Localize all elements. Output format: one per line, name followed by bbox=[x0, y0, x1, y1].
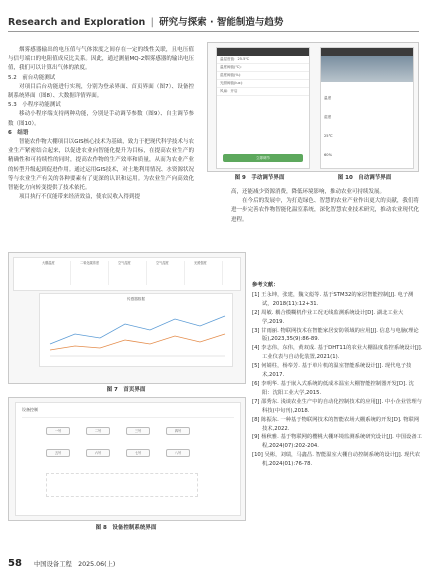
sensor-lines bbox=[40, 304, 232, 364]
journal-name-en: Research and Exploration bbox=[8, 17, 146, 28]
magazine-issue: 中国设备工程 2025.06(上) bbox=[34, 561, 116, 568]
reference-item: [6] 李明华. 基于嵌入式系统的低成本温室大棚智能控制器开发[D]. 沈阳：沈阳工业大学,2015. bbox=[252, 380, 414, 396]
control-button: 四号 bbox=[166, 427, 190, 435]
header-separator: | bbox=[150, 17, 154, 28]
fig9-row: 风扇：开启 bbox=[217, 88, 309, 96]
adjust-button: 立即调节 bbox=[223, 154, 303, 162]
control-button: 六号 bbox=[86, 449, 110, 457]
reference-item: [9] 杨秋雅. 基于物联网的樱桃大棚环境监测系统研究设计[J]. 中国设备工程,2024(07):202-204. bbox=[252, 434, 422, 450]
reference-item: [10] 吴彬，刘瑞，马鑫昌. 智能温室大棚自动控制系统的设计[J]. 现代农机,2024(01):76-78. bbox=[252, 452, 421, 468]
fig9-row: 温湿度值：25.5℃ bbox=[217, 56, 309, 64]
control-panel bbox=[15, 402, 241, 516]
figure-7-home-screen bbox=[8, 252, 246, 384]
tile: 二氧化碳浓度 bbox=[80, 261, 109, 285]
journal-name-cn: 研究与探索 · 智能制造与趋势 bbox=[159, 17, 284, 28]
sensor-chart bbox=[39, 293, 233, 367]
control-button: 五号 bbox=[46, 449, 70, 457]
manual-adjust-screen bbox=[216, 47, 310, 169]
reference-item: [2] 周敏. 耦合模糊机作业工况无线监测系统设计[D]. 湖北工业大学,2019. bbox=[252, 309, 404, 325]
fig9-row: 湿度阈值(%)： bbox=[217, 72, 309, 80]
reference-item: [3] 甘雨丽. 物联网技术在智能家居安防领域的应用[J]. 信息与电脑(理论版),2023,35(9):86-89. bbox=[252, 327, 419, 343]
dashboard-tiles bbox=[13, 257, 241, 291]
device-status-area bbox=[46, 473, 198, 497]
paragraph: 高，还能减少资源消费，降低环境影响，推动农业可持续发展。 bbox=[231, 189, 386, 195]
header-rule bbox=[8, 31, 419, 32]
left-column-text bbox=[8, 46, 194, 202]
paragraph: 烟雾感器输出的电压值与气体浓度之间存在一定的线性关联，且电压值与信号端口的电阻值成反比关系。因此，通过测量MQ-2烟雾感器的输出电压值，我们可以计算出气体的浓度。 bbox=[8, 47, 194, 72]
phone-status-bar bbox=[321, 48, 413, 56]
control-button: 八号 bbox=[166, 449, 190, 457]
control-button: 三号 bbox=[126, 427, 150, 435]
auto-adjust-screen bbox=[320, 47, 414, 169]
references-title: 参考文献： bbox=[252, 282, 279, 288]
paragraph: 智能农作物大棚项目以GIS核心技术为基础，致力于把现代科学技术与农业生产紧密结合起来，以促进农业向智能化提升为目标，在提高农业生产的精确性和可持续性的同时，提高农作物的生产效率和质量，从而为农业产业的转型升级起到促进作用。通过运用GIS技术，对土地利用情况、水资源状况等与农业生产有关的各种要素有了更深的认识和运用。为农业生产向高效化智能化方向转变提供了技术依托。 bbox=[8, 139, 194, 192]
fig10-cell: 60% bbox=[324, 153, 332, 157]
section-heading: 5.2 前台功能测试 bbox=[8, 74, 56, 81]
tile: 空气湿度 bbox=[118, 261, 147, 285]
tile: 大棚温度 bbox=[42, 261, 71, 285]
control-button: 一号 bbox=[46, 427, 70, 435]
panel-divider bbox=[22, 417, 234, 418]
running-header bbox=[8, 14, 283, 28]
reference-item: [1] 王永坤，张建，魏文彪等. 基于STM32的家居智能控制[J]. 电子测试，2018(11):12+31. bbox=[252, 291, 414, 307]
figure-8-control-screen bbox=[8, 397, 246, 521]
paragraph: 项目执行不仅能带来经济效益，使农民收入得到提 bbox=[19, 194, 141, 201]
control-button: 七号 bbox=[126, 449, 150, 457]
greenhouse-photo bbox=[321, 56, 413, 82]
figure-9-10-container bbox=[207, 42, 419, 172]
chart-title: 传感器数据 bbox=[127, 297, 145, 301]
reference-item: [8] 陈振东. 一种基于物联网技术的智能农场大棚系统的开发[D]. 物联网技术,2022. bbox=[252, 416, 420, 432]
tile: 空气湿度 bbox=[156, 261, 185, 285]
right-column-text bbox=[231, 188, 419, 225]
paragraph: 在今后的发展中，为打造绿色、智慧的农业产业作出更大的贡献，我们将进一步完善农作物智能化温室系统，深化智慧农业技术研究，推动农业现代化进程。 bbox=[231, 198, 419, 223]
phone-status-bar bbox=[217, 48, 309, 56]
reference-item: [7] 邵秀东. 浅谈农业生产中的自动化控制技术的应用[J]. 中小企业管理与科技(中旬刊),2018. bbox=[252, 398, 422, 414]
fig9-row: 温度阈值(℃)： bbox=[217, 64, 309, 72]
control-button: 二号 bbox=[86, 427, 110, 435]
section-heading: 6 结语 bbox=[8, 129, 29, 136]
fig10-cell: 温度 bbox=[324, 96, 332, 100]
figure-7-caption: 图 7 首页界面 bbox=[106, 387, 146, 393]
panel-title: 设备控制 bbox=[22, 407, 38, 412]
fig10-grid bbox=[321, 82, 413, 172]
figure-10-caption: 图 10 自动调节界面 bbox=[337, 175, 392, 181]
section-heading: 5.3 小程序功能测试 bbox=[8, 102, 61, 109]
reference-item: [4] 李志伟，东伟，黄双成. 基于DHT11的农业大棚温度监控系统设计[J]. 工业仪表与自动化装置,2021(1). bbox=[252, 345, 423, 361]
tile: 光照强度 bbox=[194, 261, 223, 285]
fig9-row: 光照阈值(lux)： bbox=[217, 80, 309, 88]
figure-9-caption: 图 9 手动调节界面 bbox=[234, 175, 285, 181]
figure-8-caption: 图 8 设备控制系统界面 bbox=[95, 525, 157, 531]
fig10-cell: 湿度 bbox=[324, 115, 332, 119]
paragraph: 移动小程序端支持两种功能，分别是手动调节参数（图9）、自主调节参数（图10）。 bbox=[8, 111, 194, 127]
fig10-cell: 25℃ bbox=[324, 134, 333, 138]
page-number: 58 bbox=[8, 558, 22, 569]
paragraph: 对项目后台功能进行实现，分别为登录界面、首页界面（图7）、设备控制系统界面（图8）、大数据详情界面。 bbox=[8, 83, 194, 100]
references bbox=[252, 281, 423, 469]
reference-item: [5] 何婧柱，杨奉芳. 基于单片机的温室智能系统设计[J]. 现代电子技术,2017. bbox=[252, 363, 412, 379]
